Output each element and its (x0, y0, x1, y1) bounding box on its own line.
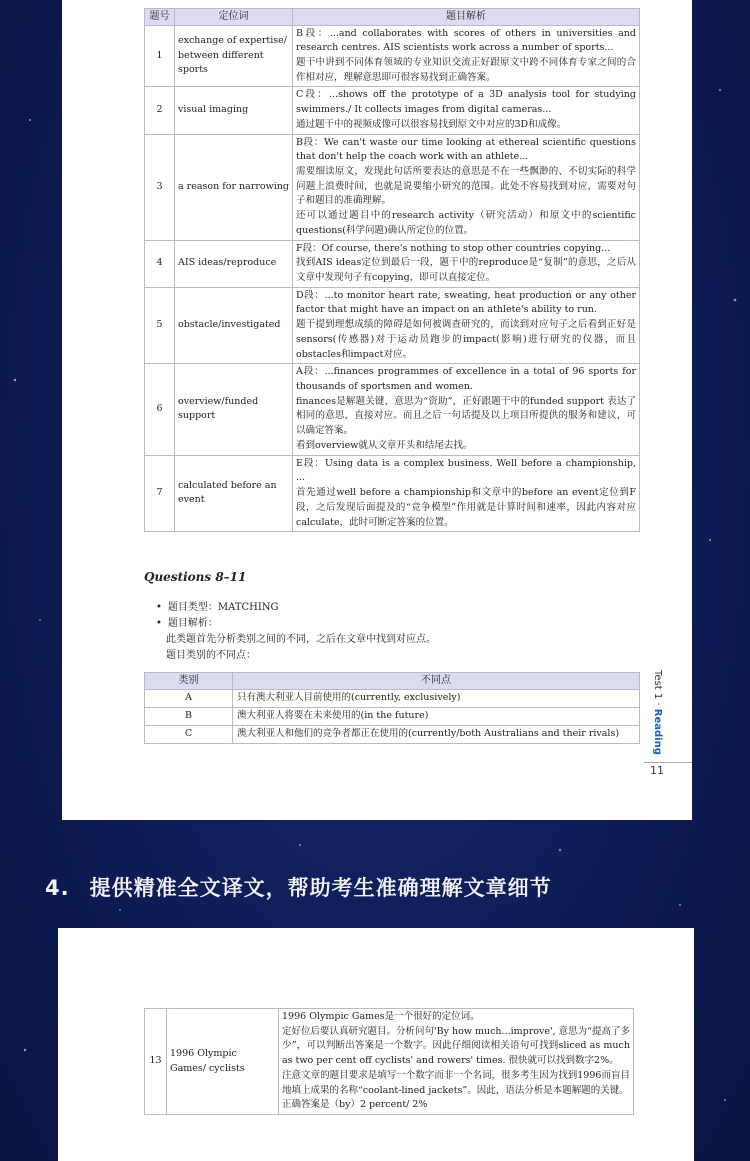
question-number-cell: 6 (145, 364, 175, 455)
analysis-cell (293, 455, 640, 532)
question-number-cell: 2 (145, 87, 175, 134)
analysis-cell (293, 87, 640, 134)
locator-cell: obstacle/investigated (175, 287, 293, 364)
table-row (145, 725, 640, 743)
table-row (145, 689, 640, 707)
difference-cell: 澳大利亚人和他们的竞争者都正在使用的(currently/both Australians and their rivals) (233, 725, 640, 743)
analysis-line: 正确答案是（by）2 percent/ 2% (282, 1099, 428, 1111)
page-number-rule (644, 762, 692, 763)
difference-cell: 只有澳大利亚人目前使用的(currently, exclusively) (233, 689, 640, 707)
locator-cell: a reason for narrowing (175, 134, 293, 240)
list-item: • 题目解析： (166, 616, 279, 632)
analysis-cell (293, 240, 640, 287)
locator-cell: visual imaging (175, 87, 293, 134)
table-row (145, 455, 640, 532)
header-analysis: 题目解析 (293, 9, 640, 26)
questions-title: Questions 8–11 (144, 570, 247, 584)
analysis-line: 还可以通过题目中的research activity（研究活动）和原文中的scientific questions(科学问题)确认所定位的位置。 (296, 210, 636, 236)
side-label-highlight: Reading (652, 708, 663, 755)
table-row (145, 25, 640, 87)
analysis-line: A段：...finances programmes of excellence in a total of 96 sports for thousands of sportsmen and women. (296, 366, 636, 393)
list-item: • 题目类型：MATCHING (166, 600, 279, 616)
category-differences-table (144, 672, 640, 744)
section-heading-text: 提供精准全文译文，帮助考生准确理解文章细节 (89, 876, 552, 900)
analysis-line: 题干提到理想成绩的障碍是如何被调查研究的，而读到对应句子之后看到正好是sensors(传感器)对于运动员跑步的impact(影响)进行研究的仪器，而且obstacles和impact对应。 (296, 319, 636, 360)
analysis-line: 首先通过well before a championship和文章中的before an event定位到F段，之后发现后面提及的“竞争模型”作用就是计算时间和速率，因此内容对应calculate，此时可断定答案的位置。 (296, 487, 636, 528)
analysis-line: 找到AIS ideas定位到最后一段，题干中的reproduce是“复制”的意思，之后从文章中发现句子有copying，即可以直接定位。 (296, 257, 636, 283)
question-number-cell: 1 (145, 25, 175, 87)
category-cell: A (145, 689, 233, 707)
locator-cell: calculated before an event (175, 455, 293, 532)
analysis-cell (279, 1009, 634, 1115)
table-header-row (145, 673, 640, 690)
header-question-number: 题号 (145, 9, 175, 26)
question-number-cell: 5 (145, 287, 175, 364)
locator-analysis-table-continued (144, 1008, 634, 1115)
table-row (145, 287, 640, 364)
analysis-cell (293, 25, 640, 87)
header-difference: 不同点 (233, 673, 640, 690)
question-number-cell: 4 (145, 240, 175, 287)
question-number-cell: 13 (145, 1009, 167, 1115)
table-row (145, 87, 640, 134)
difference-cell: 澳大利亚人将要在未来使用的(in the future) (233, 707, 640, 725)
paragraph-line: 此类题首先分析类别之间的不同，之后在文章中找到对应点。 (166, 634, 436, 645)
analysis-line: 需要细读原文，发现此句话所要表达的意思是不在一些飘渺的、不切实际的科学问题上浪费时间，也就是说要缩小研究的范围。此处不容易找到对应，需要对句子和题目的准确理解。 (296, 165, 636, 207)
section-heading (45, 872, 552, 902)
analysis-cell (293, 287, 640, 364)
analysis-line: 看到overview就从文章开头和结尾去找。 (296, 439, 473, 451)
table-header-row (145, 9, 640, 26)
table-row (145, 1009, 634, 1115)
analysis-line: F段：Of course, there's nothing to stop other countries copying... (296, 242, 611, 254)
analysis-line: finances是解题关键，意思为“资助”，正好跟题干中的funded support 表达了相同的意思，直接对应。而且之后一句话提及以上项目所提供的服务和建议，可以确定答案。 (296, 395, 636, 437)
paragraph-line: 题目类别的不同点： (166, 650, 256, 661)
analysis-line: 定好位后要认真研究题目。分析问句'By how much...improve', 意思为“提高了多少”，可以判断出答案是一个数字。因此仔细阅读相关语句可找到sliced as much as two per cent off cyclists' and rowers' times. 很快就可以找到数字2%。 (282, 1025, 630, 1067)
category-cell: C (145, 725, 233, 743)
document-page-bottom (58, 928, 694, 1161)
document-page-top (62, 0, 692, 820)
question-type-list (166, 600, 279, 632)
analysis-line: 1996 Olympic Games是一个很好的定位词。 (282, 1011, 480, 1022)
analysis-line: 题干中讲到不同体育领域的专业知识交流正好跟原文中跨不同体育专家之间的合作相对应，理解意思即可很容易找到正确答案。 (296, 56, 636, 83)
analysis-line: 通过题干中的视频成像可以很容易找到原文中对应的3D和成像。 (296, 118, 567, 130)
page-number: 11 (650, 764, 664, 777)
locator-cell: 1996 Olympic Games/ cyclists (167, 1009, 279, 1115)
header-locator: 定位词 (175, 9, 293, 26)
analysis-line: B段：...and collaborates with scores of others in universities and research centres. AIS scientists work across a number of sports... (296, 27, 636, 54)
section-side-label (652, 670, 663, 755)
analysis-line: 注意文章的题目要求是填写一个数字而非一个名词，很多考生因为找到1996而盲目地填上成果的名称“coolant-lined jackets”。因此，语法分析是本题解题的关键。 (282, 1069, 630, 1096)
locator-cell: overview/funded support (175, 364, 293, 455)
locator-cell: exchange of expertise/ between different sports (175, 25, 293, 87)
table-row (145, 134, 640, 240)
analysis-line: C段：...shows off the prototype of a 3D analysis tool for studying swimmers./ It collects images from digital cameras... (296, 89, 636, 116)
analysis-cell (293, 134, 640, 240)
header-category: 类别 (145, 673, 233, 690)
question-number-cell: 3 (145, 134, 175, 240)
analysis-line: D段：...to monitor heart rate, sweating, heat production or any other factor that might have an impact on an athlete's ability to run. (296, 289, 636, 316)
locator-cell: AIS ideas/reproduce (175, 240, 293, 287)
category-cell: B (145, 707, 233, 725)
analysis-line: B段：We can't waste our time looking at ethereal scientific questions that don't help the coach work with an athlete... (296, 136, 636, 163)
analysis-cell (293, 364, 640, 455)
section-heading-number: 4. (45, 876, 70, 900)
side-label-prefix: Test 1 · (652, 670, 663, 709)
table-row (145, 707, 640, 725)
table-row (145, 364, 640, 455)
locator-analysis-table (144, 8, 640, 532)
analysis-line: E段：Using data is a complex business. Well before a championship, ... (296, 457, 636, 484)
table-row (145, 240, 640, 287)
analysis-paragraph (166, 632, 436, 664)
question-number-cell: 7 (145, 455, 175, 532)
